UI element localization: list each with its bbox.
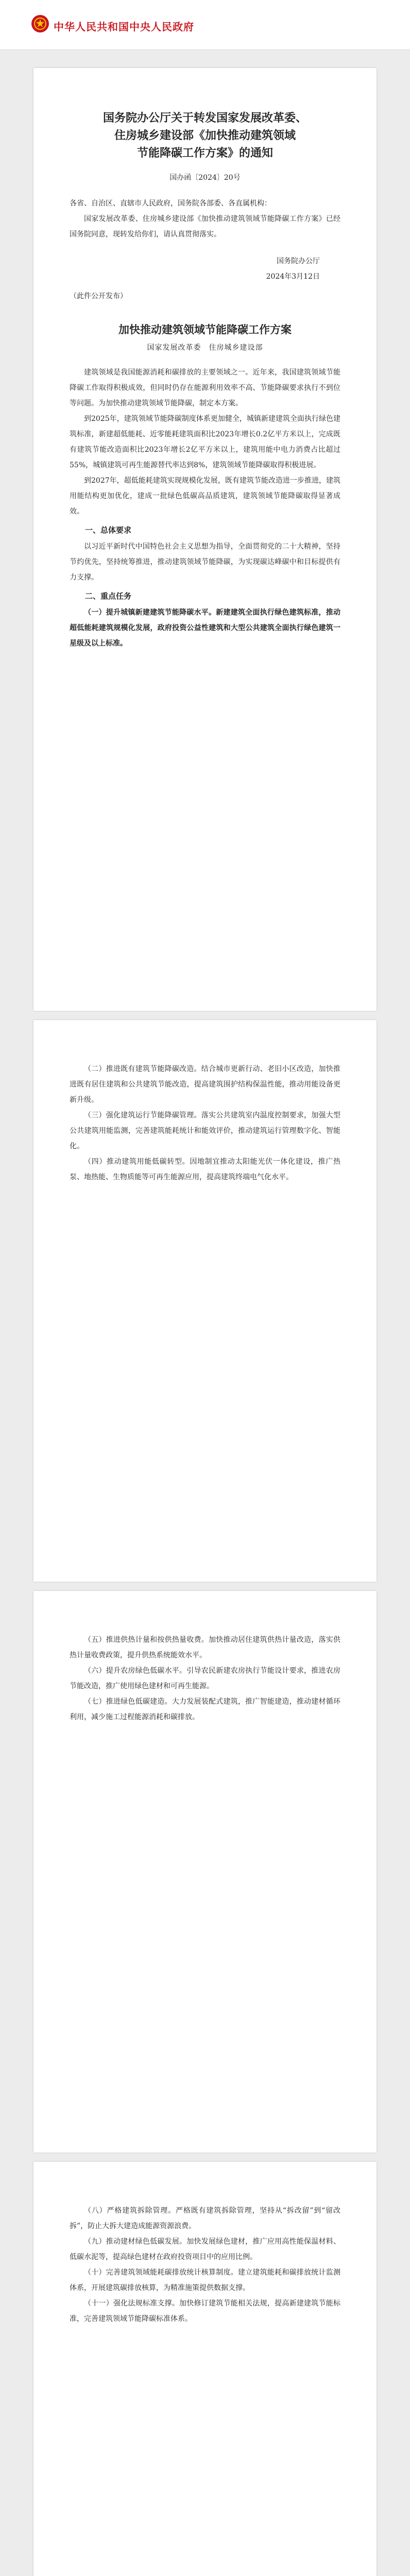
task-paragraph: （十）完善建筑领域能耗碳排放统计核算制度。建立建筑能耗和碳排放统计监测体系，开展建筑碳排放核算，为精准施策提供数据支撑。 — [70, 2268, 340, 2292]
task-paragraph: （五）推进供热计量和按供热量收费。加快推动居住建筑供热计量改造，落实供热计量收费政策，提升供热系统能效水平。 — [70, 1636, 340, 1659]
task-paragraph: （六）提升农房绿色低碳水平。引导农民新建农房执行节能设计要求，推进农房节能改造，推广使用绿色建材和可再生能源。 — [70, 1667, 340, 1690]
national-emblem-icon — [31, 14, 49, 33]
document-page-1 — [33, 68, 377, 1011]
notice-title — [70, 109, 340, 162]
public-note: （此件公开发布） — [70, 292, 127, 300]
task-paragraph: （十一）强化法规标准支撑。加快修订建筑节能相关法规，提高新建建筑节能标准，完善建筑领域节能降碳标准体系。 — [70, 2299, 340, 2323]
notice-title-line: 节能降碳工作方案》的通知 — [136, 146, 273, 160]
task-paragraph: （一）提升城镇新建建筑节能降碳水平。新建建筑全面执行绿色建筑标准，推动超低能耗建筑规模化发展，政府投资公益性建筑和大型公共建筑全面执行绿色建筑一星级及以上标准。 — [70, 608, 340, 648]
task-paragraph: （四）推动建筑用能低碳转型。因地制宜推动太阳能光伏一体化建设，推广热泵、地热能、生物质能等可再生能源应用，提高建筑终端电气化水平。 — [70, 1158, 340, 1181]
signer: 国务院办公厅 — [277, 257, 320, 265]
paragraph: 到2027年，超低能耗建筑实现规模化发展，既有建筑节能改造进一步推进，建筑用能结构更加优化，建成一批绿色低碳高品质建筑，建筑领域节能降碳取得显著成效。 — [70, 477, 340, 516]
site-title-link[interactable]: 中华人民共和国中央人民政府 — [54, 21, 194, 33]
task-paragraph: （七）推进绿色低碳建造。大力发展装配式建筑，推广智能建造，推动建材循环利用，减少施工过程能源消耗和碳排放。 — [70, 1698, 340, 1721]
document-page-2 — [33, 1020, 377, 1582]
document-page-3 — [33, 1591, 377, 2153]
document-page-4 — [33, 2162, 377, 2576]
task-paragraph: （三）强化建筑运行节能降碳管理。落实公共建筑室内温度控制要求，加强大型公共建筑用能监测，完善建筑能耗统计和能效评价，推动建筑运行管理数字化、智能化。 — [70, 1111, 340, 1150]
notice-title-line: 住房城乡建设部《加快推动建筑领域 — [114, 129, 296, 142]
paragraph: 到2025年，建筑领域节能降碳制度体系更加健全，城镇新建建筑全面执行绿色建筑标准，新建超低能耗、近零能耗建筑面积比2023年增长0.2亿平方米以上，完成既有建筑节能改造面积比2023年增长2亿平方米以上，建筑用能中电力消费占比超过55%，城镇建筑可再生能源替代率达到8%，建筑领域节能降碳取得积极进展。 — [70, 415, 340, 469]
issue-date: 2024年3月12日 — [266, 273, 320, 281]
plan-title: 加快推动建筑领域节能降碳工作方案 — [118, 323, 292, 336]
task-paragraph: （九）推动建材绿色低碳发展。加快发展绿色建材，推广应用高性能保温材料、低碳水泥等，提高绿色建材在政府投资项目中的应用比例。 — [70, 2238, 340, 2261]
plan-issuing-org: 国家发展改革委 住房城乡建设部 — [147, 344, 263, 352]
task-paragraph: （八）严格建筑拆除管理。严格既有建筑拆除管理，坚持从“拆改留”到“留改拆”，防止大拆大建造成能源资源浪费。 — [70, 2207, 340, 2230]
site-header — [0, 0, 410, 50]
notice-body: 国家发展改革委、住房城乡建设部《加快推动建筑领域节能降碳工作方案》已经国务院同意，现转发给你们，请认真贯彻落实。 — [70, 215, 340, 239]
paragraph: 以习近平新时代中国特色社会主义思想为指导，全面贯彻党的二十大精神，坚持节约优先，坚持统筹推进，推动建筑领域节能降碳，为实现碳达峰碳中和目标提供有力支撑。 — [70, 543, 340, 582]
notice-title-line: 国务院办公厅关于转发国家发展改革委、 — [102, 111, 307, 125]
salutation: 各省、自治区、直辖市人民政府，国务院各部委、各直属机构： — [70, 199, 271, 208]
section-heading: 二、重点任务 — [85, 591, 132, 601]
paragraph: 建筑领域是我国能源消耗和碳排放的主要领域之一。近年来，我国建筑领域节能降碳工作取得积极成效，但同时仍存在能源利用效率不高、节能降碳要求执行不到位等问题。为加快推动建筑领域节能降碳，制定本方案。 — [70, 368, 340, 408]
document-number: 国办函〔2024〕20号 — [169, 174, 241, 182]
section-heading: 一、总体要求 — [85, 526, 132, 535]
task-paragraph: （二）推进既有建筑节能降碳改造。结合城市更新行动、老旧小区改造，加快推进既有居住建筑和公共建筑节能改造，提高建筑围护结构保温性能，推动用能设备更新升级。 — [70, 1065, 340, 1104]
